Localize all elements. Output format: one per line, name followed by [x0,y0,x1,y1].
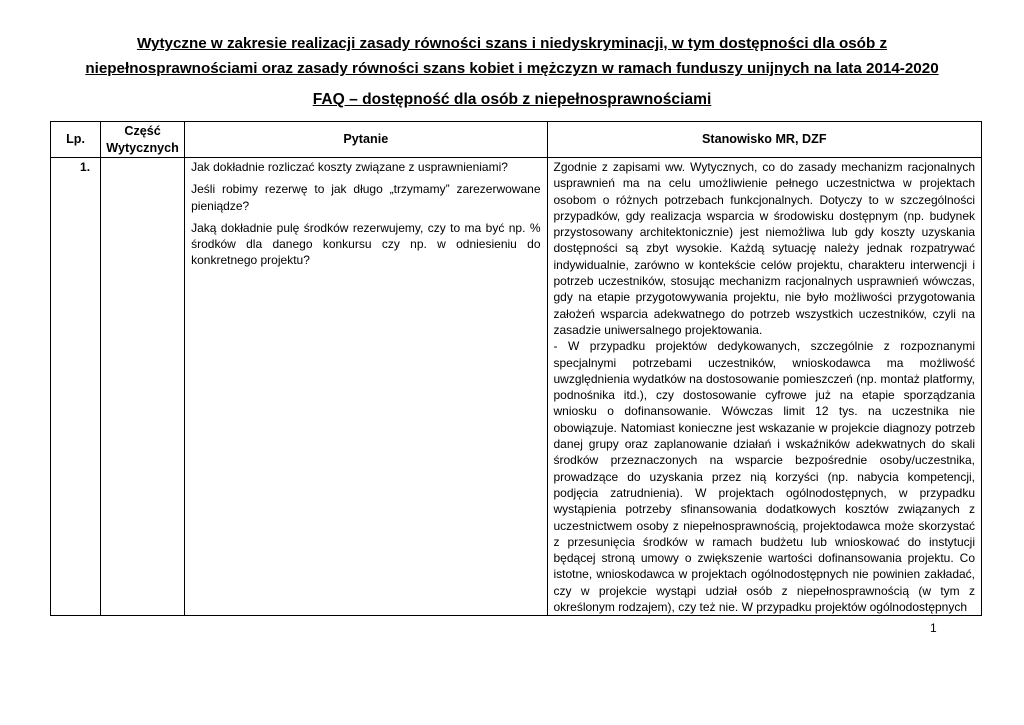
row-number: 1. [51,158,101,616]
document-title-line-2: niepełnosprawnościami oraz zasady równości szans kobiet i mężczyzn w ramach funduszy unijnych na lata 2014-2020 [85,60,939,77]
table-row [51,158,982,616]
faq-table [50,121,982,616]
column-header-part: Część Wytycznych [101,122,185,158]
column-header-answer: Stanowisko MR, DZF [547,122,982,158]
column-header-question: Pytanie [185,122,547,158]
table-header-row [51,122,982,158]
answer-paragraph-2: - W przypadku projektów dedykowanych, szczególnie z rozpoznanymi specjalnymi potrzebami uczestników, wnioskodawca ma możliwość uwzględnienia wydatków na dostosowanie pomieszczeń (np. montaż platformy, podnośnika itd.), czy dostosowanie cyfrowe już na etapie sporządzania wniosku o dofinansowanie. Wówczas limit 12 tys. na uczestnika nie obowiązuje. Natomiast konieczne jest wskazanie w projekcie diagnozy potrzeb danej grupy oraz zaplanowanie działań i wskaźników adekwatnych do skali środków przeznaczonych na wsparcie bezpośrednie osoby/uczestnika, prowadzące do uzyskania przez nią korzyści (np. nabycia kompetencji, podjęcia zatrudnienia). W projektach ogólnodostępnych, w przypadku wystąpienia potrzeby sfinansowania dodatkowych kosztów związanych z uczestnictwem osoby z niepełnosprawnością, projektodawca może skorzystać z przesunięcia środków w ramach budżetu lub wnioskować do instytucji będącej stroną umowy o zwiększenie wartości dofinansowania projektu. Co istotne, wnioskodawca w projektach ogólnodostępnych nie powinien zakładać, czy w projekcie wystąpi udział osób z niepełnosprawnością (w tym z określonym rodzajem), czy też nie. W przypadku projektów ogólnodostępnych [553,339,975,615]
document-title-line-1: Wytyczne w zakresie realizacji zasady równości szans i niedyskryminacji, w tym dostępności dla osób z [136,35,888,52]
row-part [101,158,185,616]
row-question [185,158,547,616]
page-number: 1 [930,621,937,635]
answer-paragraph-1: Zgodnie z zapisami ww. Wytycznych, co do zasady mechanizm racjonalnych usprawnień ma na celu umożliwienie pełnego uczestnictwa w projektach osobom o różnych potrzebach funkcjonalnych. Dotyczy to w szczególności przypadków, gdy realizacja wsparcia w środowisku dostępnym (np. budynek przystosowany architektonicznie) jest niemożliwa lub gdy koszty uzyskania dostępności są zbyt wysokie. Każdą sytuację należy jednak rozpatrywać indywidualnie, zarówno w kontekście celów projektu, charakteru interwencji i potrzeb uczestników, stosując mechanizm racjonalnych usprawnień wówczas, gdy na etapie przygotowywania projektu, nie było możliwości przygotowania założeń wsparcia adekwatnego do potrzeb wszystkich uczestników, czyli na zasadzie uniwersalnego projektowania. [553,160,975,337]
question-paragraph-2: Jeśli robimy rezerwę to jak długo „trzymamy” zarezerwowane pieniądze? [191,182,541,213]
question-paragraph-3: Jaką dokładnie pulę środków rezerwujemy, czy to ma być np. % środków dla danego konkursu czy np. w odniesieniu do konkretnego projektu? [191,220,541,268]
row-answer [547,158,982,616]
question-paragraph-1: Jak dokładnie rozliczać koszty związane z usprawnieniami? [191,160,508,174]
column-header-lp: Lp. [51,122,101,158]
document-subtitle: FAQ – dostępność dla osób z niepełnosprawnościami [312,91,712,108]
